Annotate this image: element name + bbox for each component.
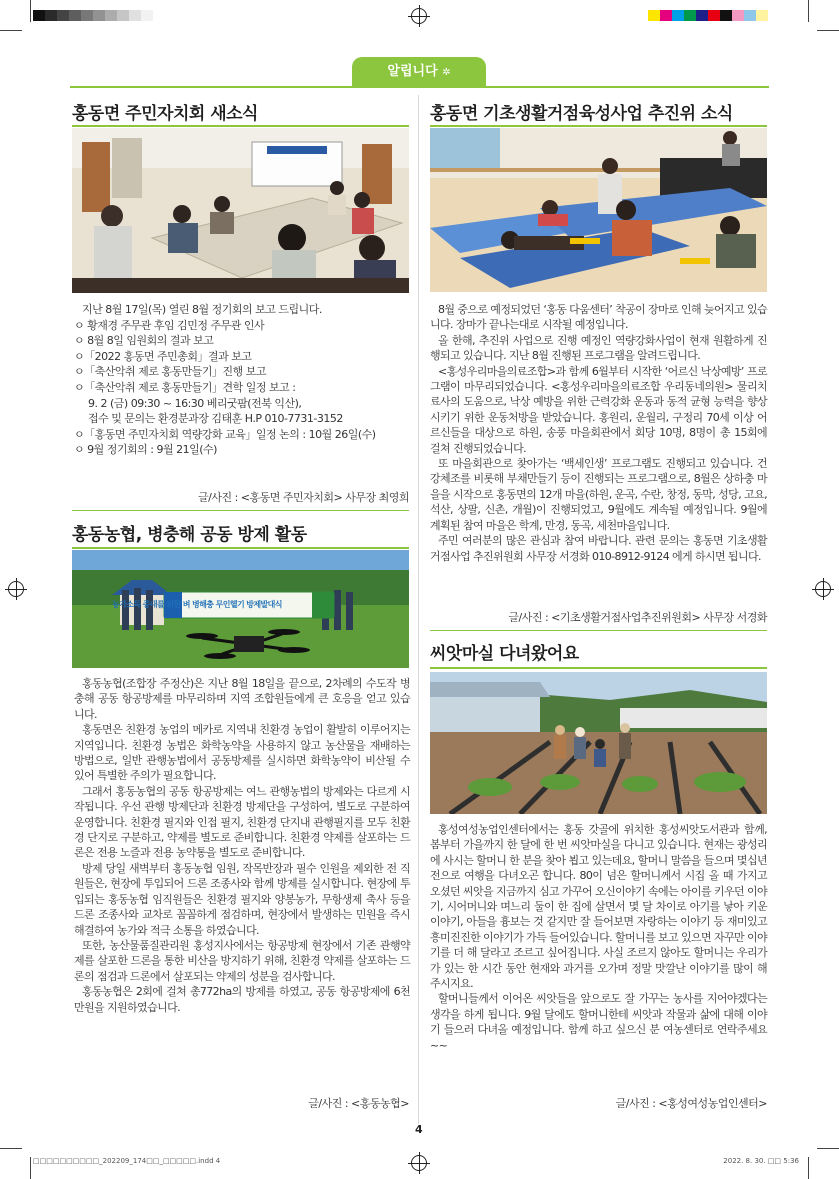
seed-field-photo bbox=[430, 672, 767, 814]
drone-banner-text: 농가소득 증대를 위한 벼 병해충 무인헬기 방제발대식 bbox=[112, 600, 282, 609]
exercise-class-photo bbox=[430, 128, 767, 292]
council-meeting-photo bbox=[72, 128, 409, 293]
seed-body bbox=[430, 822, 767, 1053]
list-item: 접수 및 문의는 환경분과장 김태훈 H.P 010-7731-3152 bbox=[88, 412, 343, 426]
living-body bbox=[430, 302, 767, 564]
list-item: 9. 2 (금) 09:30 ~ 16:30 베리굿팜(전북 익산), bbox=[88, 396, 302, 410]
council-end-rule bbox=[72, 510, 409, 511]
living-credit: 글/사진 : <기초생활거점사업추진위원회> 사무장 서경화 bbox=[508, 611, 767, 624]
crop-mark bbox=[808, 0, 809, 22]
list-item: ㅇ「축산악취 제로 홍동만들기」진행 보고 bbox=[74, 365, 267, 379]
seed-title-rule bbox=[430, 667, 767, 669]
seed-credit: 글/사진 : <홍성여성농업인센터> bbox=[615, 1097, 767, 1110]
paragraph: 홍동농협은 2회에 걸쳐 총772ha의 방제를 하였고, 공동 항공방제에 6천만원을 지원하였습니다. bbox=[74, 985, 410, 1014]
living-title: 홍동면 기초생활거점육성사업 추진위 소식 bbox=[430, 104, 733, 124]
council-title: 홍동면 주민자치회 새소식 bbox=[72, 104, 258, 124]
list-item: ㅇ 황재경 주무관 후임 김민정 주무관 인사 bbox=[74, 318, 265, 332]
seed-title: 씨앗마실 다녀왔어요 bbox=[430, 644, 579, 664]
council-credit: 글/사진 : <홍동면 주민자치회> 사무장 최영희 bbox=[198, 491, 409, 504]
nonghyup-title: 홍동농협, 병충해 공동 방제 활동 bbox=[72, 525, 307, 545]
council-report bbox=[74, 302, 414, 458]
list-item: ㅇ「2022 홍동면 주민총회」결과 보고 bbox=[74, 349, 252, 363]
list-item: ㅇ 9월 정기회의 : 9월 21일(수) bbox=[74, 443, 217, 457]
council-intro: 지난 8월 17일(목) 열린 8월 정기회의 보고 드립니다. bbox=[82, 303, 322, 316]
crop-mark bbox=[817, 1148, 839, 1149]
paragraph: 홍동면은 친환경 농업의 메카로 지역내 친환경 농업이 활발히 이루어지는 지역입니다. 친환경 농법은 화학농약을 사용하지 않고 농산물을 재배하는 방법으로, 일반 관행농법에서 공동방제를 실시하면 화학농약이 비산될 수 있어 특별한 주의가 필요합니다. bbox=[74, 723, 410, 783]
list-item: ㅇ「축산악취 제로 홍동만들기」견학 일정 보고 : bbox=[74, 380, 296, 394]
paragraph: 방제 당일 새벽부터 홍동농협 임원, 작목반장과 필수 인원을 제외한 전 직원들은, 현장에 투입되어 드론 조종사와 함께 방제를 실시합니다. 현장에 투입되는 홍동농협 임직원들은 친환경 필지와 양봉농가, 무항생제 축사 등을 드론 조종사와 교차로 꼼꼼하게 점검하며, 현장에서 발생하는 민원을 즉시 해결하여 농가와 적극 소통을 하였습니다. bbox=[74, 861, 410, 937]
paragraph: 또 마을회관으로 찾아가는 ‘백세인생’ 프로그램도 진행되고 있습니다. 건강체조를 비롯해 부채만들기 등이 진행되는 프로그램으로, 8월은 상하충 마을을 시작으로 홍동면의 12개 마을(하원, 운곡, 수란, 창정, 동막, 성당, 고요, 석산, 상팔, 신촌, 개월)이 진행되었고, 9월에도 계속될 예정입니다. 9월에 계획된 참여 마을은 학계, 만경, 동곡, 세천마을입니다. bbox=[430, 457, 767, 532]
paragraph: 할머니들께서 이어온 씨앗들을 앞으로도 잘 가꾸는 농사를 지어야겠다는 생각을 하게 됩니다. 9월 달에도 할머니한테 씨앗과 작물과 삶에 대해 이야기 들으러 다녀올 예정입니다. 함께 하고 싶으신 분 여농센터로 연락주세요~~ bbox=[430, 992, 767, 1052]
drone-ceremony-photo bbox=[72, 550, 409, 668]
sparkle-icon: ✲ bbox=[442, 67, 451, 78]
crop-mark bbox=[0, 1148, 22, 1149]
paragraph: 올 한해, 추진위 사업으로 진행 예정인 역량강화사업이 현재 원활하게 진행되고 있습니다. 지난 8월 진행된 프로그램을 알려드립니다. bbox=[430, 333, 767, 363]
paragraph: 그래서 홍동농협의 공동 항공방제는 여느 관행농법의 방제와는 다르게 시작됩니다. 우선 관행 방제단과 친환경 방제단을 구성하여, 별도로 구분하여 운영합니다. 친환경 필지와 인접 필지, 친환경 단지내 관행필지를 모두 친환경 단지로 구분하고, 약제를 별도로 준비합니다. 친환경 약제를 살포하는 드론은 전용 노즐과 전용 농약통을 별도로 준비합니다. bbox=[74, 784, 410, 860]
paragraph: 8월 중으로 예정되었던 ‘홍동 다움센터’ 착공이 장마로 인해 늦어지고 있습니다. 장마가 끝나는대로 시작될 예정입니다. bbox=[430, 303, 768, 332]
registration-mark-left bbox=[8, 581, 24, 597]
page-number: 4 bbox=[415, 1123, 423, 1136]
paragraph: <홍성우리마을의료조합>과 함께 6월부터 시작한 ‘어르신 낙상예방’ 프로그램이 마무리되었습니다. <홍성우리마을의료조합 우리동네의원> 물리치료사의 도움으로, 낙상 예방을 위한 근력강화 운동과 동적 균형 능력을 향상시키기 위한 운동처방을 받았습니다. 홍원리, 운월리, 구정리 70세 이상 어르신들을 대상으로 하원, 송풍 마을회관에서 회당 10명, 8명이 총 15회에 걸쳐 진행되었습니다. bbox=[430, 364, 767, 455]
list-item: ㅇ「홍동면 주민자치회 역량강화 교육」일정 논의 : 10월 26일(수) bbox=[74, 427, 376, 441]
paragraph: 홍성여성농업인센터에서는 홍동 갓골에 위치한 홍성씨앗도서관과 함께, 봄부터 가을까지 한 달에 한 번 씨앗마실을 다니고 있습니다. 현재는 광성리에 사시는 할머니 한 분을 찾아 뵙고 있는데요, 할머니 말씀을 들으며 몇십년 전으로 여행을 다녀오곤 합니다. 80이 넘은 할머니께서 시집 올 때 가지고 오셨던 씨앗을 지금까지 심고 가꾸어 오신이야기 속에는 아이를 키우던 이야기, 시어머니와 며느리 둘이 한 집에 살면서 몇 달 차이로 아기를 낳아 키운 이야기, 아들을 흉보는 것 같지만 잘 들어보면 자랑하는 이야기 등 재미있고 흥미진진한 이야기가 가득 들어있습니다. 할머니를 보고 있으면 자꾸만 이야기를 더 해 달라고 조르고 싶어집니다. 사실 조르지 않아도 할머니는 우리가 가 있는 한 시간 동안 현재와 과거를 오가며 정말 맛깔난 이야기를 많이 해 주시지요. bbox=[430, 823, 767, 991]
registration-mark-bottom bbox=[411, 1155, 427, 1171]
file-name: □□□□□□□□□□_202209_174□□_□□□□□.indd 4 bbox=[33, 1157, 221, 1165]
crop-mark bbox=[817, 30, 839, 31]
registration-mark-right bbox=[815, 581, 831, 597]
crop-mark bbox=[808, 1157, 809, 1179]
grayscale-bar bbox=[33, 10, 153, 21]
section-tag-label: 알립니다 bbox=[387, 64, 438, 79]
paragraph: 주민 여러분의 많은 관심과 참여 바랍니다. 관련 문의는 홍동면 기초생활거점사업 추진위원회 사무장 서경화 010-8912-9124 에게 하시면 됩니다. bbox=[430, 534, 767, 563]
nonghyup-body bbox=[74, 676, 410, 1015]
crop-mark bbox=[30, 1157, 31, 1179]
crop-mark bbox=[30, 0, 31, 22]
nonghyup-credit: 글/사진 : <홍동농협> bbox=[308, 1097, 409, 1110]
list-item: ㅇ 8월 8일 임원회의 결과 보고 bbox=[74, 334, 214, 348]
crop-mark bbox=[0, 30, 22, 31]
living-title-rule bbox=[430, 125, 767, 127]
print-timestamp: 2022. 8. 30. □□ 5:36 bbox=[723, 1157, 799, 1165]
living-end-rule bbox=[430, 630, 767, 631]
paragraph: 홍동농협(조합장 주정산)은 지난 8월 18일을 끝으로, 2차례의 수도작 병충해 공동 항공방제를 마무리하며 지역 조합원들에게 큰 호응을 얻고 있습니다. bbox=[74, 677, 410, 721]
council-title-rule bbox=[72, 125, 409, 127]
color-bar bbox=[648, 10, 768, 21]
section-tag bbox=[352, 57, 486, 86]
section-divider bbox=[70, 86, 769, 88]
column-divider bbox=[418, 95, 419, 1124]
paragraph: 또한, 농산물품질관리원 홍성지사에서는 항공방제 현장에서 기존 관행약제를 살포한 드론을 통한 비산을 방지하기 위해, 친환경 약제를 살포하는 드론의 점검과 드론에서 살포되는 약제의 성분을 검사합니다. bbox=[74, 938, 410, 983]
registration-mark-top bbox=[411, 8, 427, 24]
nonghyup-title-rule bbox=[72, 547, 409, 549]
